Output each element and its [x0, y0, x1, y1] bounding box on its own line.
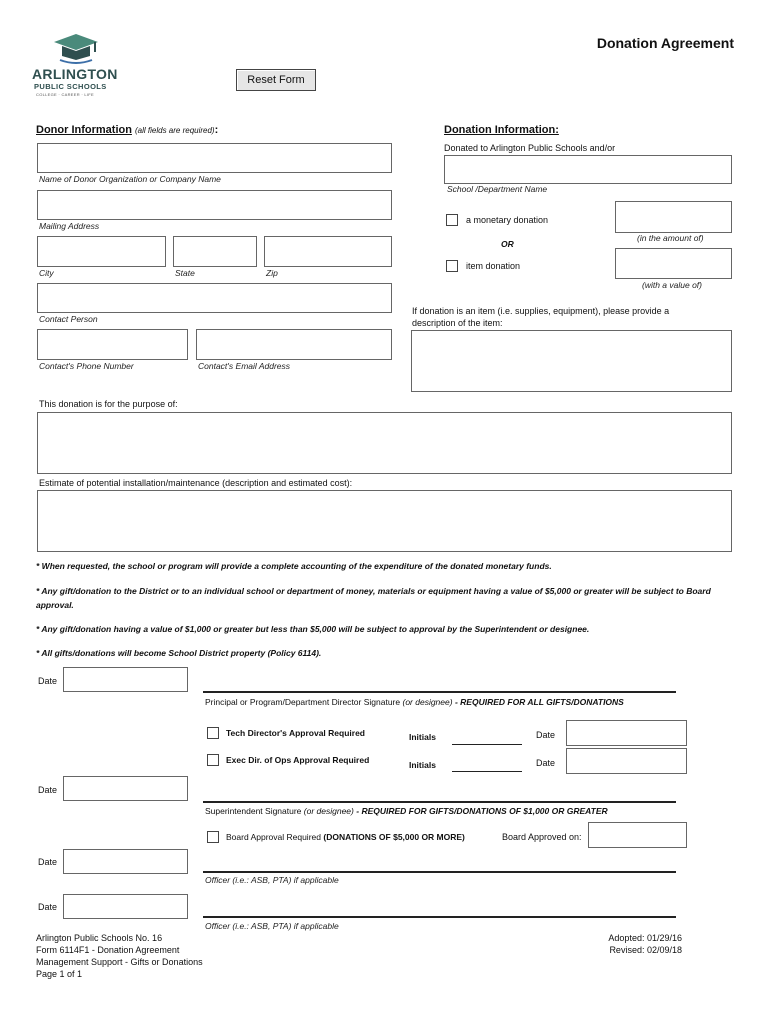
- donor-heading-note: (all fields are required): [135, 126, 215, 135]
- ops-initials-label: Initials: [409, 760, 436, 770]
- date-input-2[interactable]: [63, 776, 188, 801]
- donated-to-text: Donated to Arlington Public Schools and/or: [444, 143, 616, 153]
- item-donation-label: item donation: [466, 261, 521, 271]
- item-description-prompt-line2: description of the item:: [412, 318, 503, 328]
- date-label-2: Date: [38, 785, 58, 795]
- board-approval-text: Board Approval Required: [226, 832, 321, 842]
- purpose-label: This donation is for the purpose of:: [39, 399, 178, 409]
- school-department-input[interactable]: [444, 155, 732, 184]
- superintendent-caption-required: - REQUIRED FOR GIFTS/DONATIONS OF $1,000 OR GREATER: [356, 806, 608, 816]
- ops-date-input[interactable]: [566, 748, 687, 774]
- board-approval-bold: (DONATIONS OF $5,000 OR MORE): [323, 832, 465, 842]
- donation-heading: Donation Information:: [444, 124, 559, 136]
- superintendent-caption-designee: (or designee): [303, 806, 354, 816]
- note-district-property: * All gifts/donations will become School District property (Policy 6114).: [36, 648, 322, 658]
- donor-heading: [36, 124, 218, 136]
- page-title: Donation Agreement: [596, 35, 734, 51]
- or-label: OR: [501, 239, 514, 249]
- note-superintendent-approval: * Any gift/donation having a value of $1,000 or greater but less than $5,000 will be subject to approval by the Superintendent or designee.: [36, 624, 590, 634]
- footer-page: Page 1 of 1: [36, 969, 83, 979]
- amount-label: (in the amount of): [637, 233, 704, 243]
- principal-caption-prefix: Principal or Program/Department Director Signature: [205, 697, 401, 707]
- principal-signature-line: [203, 691, 676, 693]
- purpose-textarea[interactable]: [37, 412, 732, 474]
- principal-caption-required: - REQUIRED FOR ALL GIFTS/DONATIONS: [454, 697, 624, 707]
- board-approved-on-input[interactable]: [588, 822, 687, 848]
- contact-email-label: Contact's Email Address: [198, 361, 291, 371]
- reset-form-button[interactable]: Reset Form: [236, 69, 316, 91]
- officer-signature-line-1: [203, 871, 676, 873]
- tech-date-label: Date: [536, 730, 556, 740]
- school-logo: [32, 32, 122, 100]
- superintendent-signature-line: [203, 801, 676, 803]
- item-description-textarea[interactable]: [411, 330, 732, 392]
- tech-director-checkbox[interactable]: [207, 727, 219, 739]
- date-label-4: Date: [38, 902, 58, 912]
- donor-heading-text: Donor Information: [36, 124, 132, 136]
- logo-tagline: COLLEGE · CAREER · LIFE: [36, 92, 95, 97]
- board-approval-checkbox[interactable]: [207, 831, 219, 843]
- officer-caption-2: Officer (i.e.: ASB, PTA) if applicable: [205, 921, 339, 931]
- state-label: State: [175, 268, 195, 278]
- logo-line2: PUBLIC SCHOOLS: [34, 82, 107, 91]
- ops-director-label: Exec Dir. of Ops Approval Required: [226, 755, 370, 765]
- logo-line1: ARLINGTON: [32, 66, 118, 82]
- donor-heading-colon: :: [214, 124, 219, 136]
- footer-adopted: Adopted: 01/29/16: [608, 933, 682, 943]
- date-input-3[interactable]: [63, 849, 188, 874]
- note-accounting: * When requested, the school or program will provide a complete accounting of the expenditure of the donated monetary funds.: [36, 561, 552, 571]
- superintendent-caption-prefix: Superintendent Signature: [205, 806, 302, 816]
- monetary-donation-label: a monetary donation: [466, 215, 549, 225]
- city-input[interactable]: [37, 236, 166, 267]
- footer-revised: Revised: 02/09/18: [609, 945, 682, 955]
- tech-initials-line[interactable]: [452, 744, 522, 745]
- contact-phone-input[interactable]: [37, 329, 188, 360]
- school-department-label: School /Department Name: [447, 184, 548, 194]
- contact-person-input[interactable]: [37, 283, 392, 313]
- zip-label: Zip: [266, 268, 278, 278]
- principal-caption-designee: (or designee): [402, 697, 453, 707]
- city-label: City: [39, 268, 54, 278]
- date-label-3: Date: [38, 857, 58, 867]
- value-input[interactable]: [615, 248, 732, 279]
- contact-email-input[interactable]: [196, 329, 392, 360]
- tech-date-input[interactable]: [566, 720, 687, 746]
- ops-director-checkbox[interactable]: [207, 754, 219, 766]
- mailing-address-input[interactable]: [37, 190, 392, 220]
- donor-org-label: Name of Donor Organization or Company Name: [39, 174, 221, 184]
- date-input-1[interactable]: [63, 667, 188, 692]
- board-approval-label: [226, 832, 465, 842]
- amount-input[interactable]: [615, 201, 732, 233]
- mailing-address-label: Mailing Address: [39, 221, 100, 231]
- contact-phone-label: Contact's Phone Number: [39, 361, 134, 371]
- footer-category: Management Support - Gifts or Donations: [36, 957, 203, 967]
- officer-signature-line-2: [203, 916, 676, 918]
- tech-director-label: Tech Director's Approval Required: [226, 728, 365, 738]
- ops-initials-line[interactable]: [452, 771, 522, 772]
- ops-date-label: Date: [536, 758, 556, 768]
- superintendent-signature-caption: [205, 806, 608, 816]
- estimate-label: Estimate of potential installation/maintenance (description and estimated cost):: [39, 478, 353, 488]
- date-label-1: Date: [38, 676, 58, 686]
- value-label: (with a value of): [642, 280, 702, 290]
- logo-cap-icon: [32, 32, 122, 66]
- tech-initials-label: Initials: [409, 732, 436, 742]
- estimate-textarea[interactable]: [37, 490, 732, 552]
- principal-signature-caption: [205, 697, 624, 707]
- item-description-prompt-line1: If donation is an item (i.e. supplies, equipment), please provide a: [412, 306, 670, 316]
- note-board-approval: * Any gift/donation to the District or to an individual school or department of money, materials or equipment having a value of $5,000 or greater will be subject to Board approval.: [36, 586, 711, 610]
- item-donation-checkbox[interactable]: [446, 260, 458, 272]
- date-input-4[interactable]: [63, 894, 188, 919]
- footer-form: Form 6114F1 - Donation Agreement: [36, 945, 180, 955]
- board-approved-on-label: Board Approved on:: [502, 832, 582, 842]
- footer-district: Arlington Public Schools No. 16: [36, 933, 163, 943]
- contact-person-label: Contact Person: [39, 314, 98, 324]
- monetary-donation-checkbox[interactable]: [446, 214, 458, 226]
- state-input[interactable]: [173, 236, 257, 267]
- officer-caption-1: Officer (i.e.: ASB, PTA) if applicable: [205, 875, 339, 885]
- zip-input[interactable]: [264, 236, 392, 267]
- donor-org-input[interactable]: [37, 143, 392, 173]
